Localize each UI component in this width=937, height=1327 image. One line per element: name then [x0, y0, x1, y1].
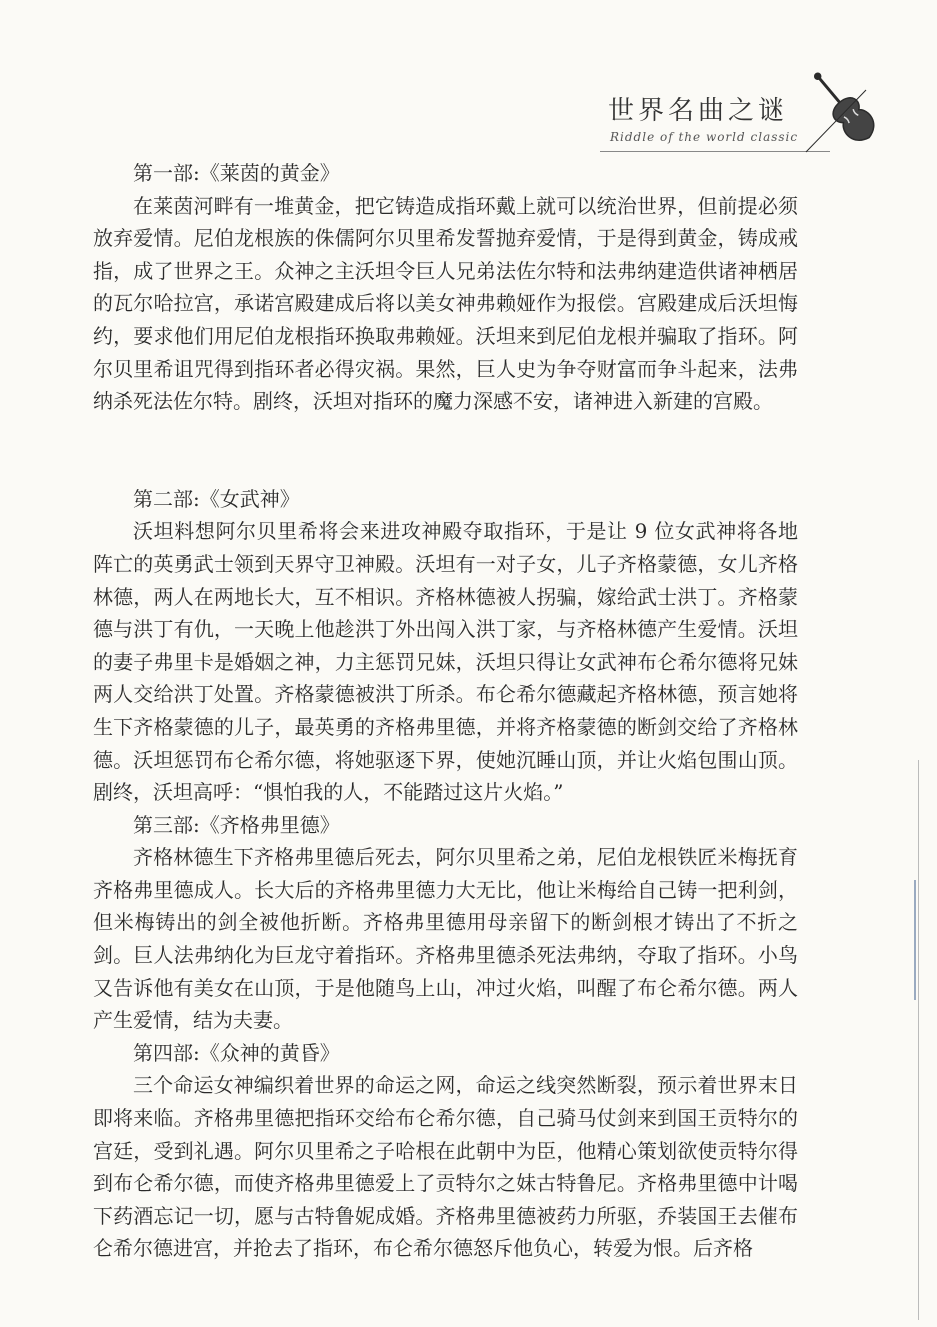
section-paragraph: 三个命运女神编织着世界的命运之网，命运之线突然断裂，预示着世界末日即将来临。齐格弗里德把指环交给布仑希尔德，自己骑马仗剑来到国王贡特尔的宫廷，受到礼遇。阿尔贝里希之子哈根在此朝中为臣，他精心策划欲使贡特尔得到布仑希尔德，而使齐格弗里德爱上了贡特尔之妹古特鲁尼。齐格弗里德中计喝下药酒忘记一切，愿与古特鲁妮成婚。齐格弗里德被药力所驱，乔装国王去催布仑希尔德进宫，并抢去了指环，布仑希尔德怒斥他负心，转爱为恨。后齐格: [93, 1073, 798, 1261]
section-title: 第二部:《女武神》: [133, 486, 300, 511]
section-title: 第四部:《众神的黄昏》: [133, 1040, 340, 1065]
article-body: [93, 157, 798, 1265]
section-paragraph: 沃坦料想阿尔贝里希将会来进攻神殿夺取指环，于是让 9 位女武神将各地阵亡的英勇武士领到天界守卫神殿。沃坦有一对子女，儿子齐格蒙德，女儿齐格林德，两人在两地长大，互不相识。齐格林德被人拐骗，嫁给武士洪丁。齐格蒙德与洪丁有仇，一天晚上他趁洪丁外出闯入洪丁家，与齐格林德产生爱情。沃坦的妻子弗里卡是婚姻之神，力主惩罚兄妹，沃坦只得让女武神布仑希尔德将兄妹两人交给洪丁处置。齐格蒙德被洪丁所杀。布仑希尔德藏起齐格林德，预言她将生下齐格蒙德的儿子，最英勇的齐格弗里德，并将齐格蒙德的断剑交给了齐格林德。沃坦惩罚布仑希尔德，将她驱逐下界，使她沉睡山顶，并让火焰包围山顶。剧终，沃坦高呼：“惧怕我的人，不能踏过这片火焰。”: [93, 519, 798, 805]
violin-icon: [796, 60, 896, 160]
section-title: 第一部:《莱茵的黄金》: [133, 161, 340, 185]
section-paragraph: 齐格林德生下齐格弗里德后死去，阿尔贝里希之弟，尼伯龙根铁匠米梅抚育齐格弗里德成人。长大后的齐格弗里德力大无比，他让米梅给自己铸一把利剑，但米梅铸出的剑全被他折断。齐格弗里德用母亲留下的断剑根才铸出了不折之剑。巨人法弗纳化为巨龙守着指环。齐格弗里德杀死法弗纳，夺取了指环。小鸟又告诉他有美女在山顶，于是他随鸟上山，冲过火焰，叫醒了布仑希尔德。两人产生爱情，结为夫妻。: [93, 845, 798, 1033]
section-gap: [93, 418, 798, 483]
page-edge-mark: [914, 880, 924, 1000]
page-header: [560, 60, 900, 170]
section-title: 第三部:《齐格弗里德》: [133, 812, 340, 837]
section-paragraph: 在莱茵河畔有一堆黄金，把它铸造成指环戴上就可以统治世界，但前提必须放弃爱情。尼伯龙根族的侏儒阿尔贝里希发誓抛弃爱情，于是得到黄金，铸成戒指，成了世界之王。众神之主沃坦令巨人兄弟法佐尔特和法弗纳建造供诸神栖居的瓦尔哈拉宫，承诺宫殿建成后将以美女神弗赖娅作为报偿。宫殿建成后沃坦悔约，要求他们用尼伯龙根指环换取弗赖娅。沃坦来到尼伯龙根并骗取了指环。阿尔贝里希诅咒得到指环者必得灾祸。果然，巨人史为争夺财富而争斗起来，法弗纳杀死法佐尔特。剧终，沃坦对指环的魔力深感不安，诸神进入新建的宫殿。: [93, 193, 798, 414]
running-title: 世界名曲之谜: [608, 96, 789, 126]
running-subtitle: Riddle of the world classic: [610, 130, 799, 144]
page-edge-line: [918, 760, 919, 1320]
